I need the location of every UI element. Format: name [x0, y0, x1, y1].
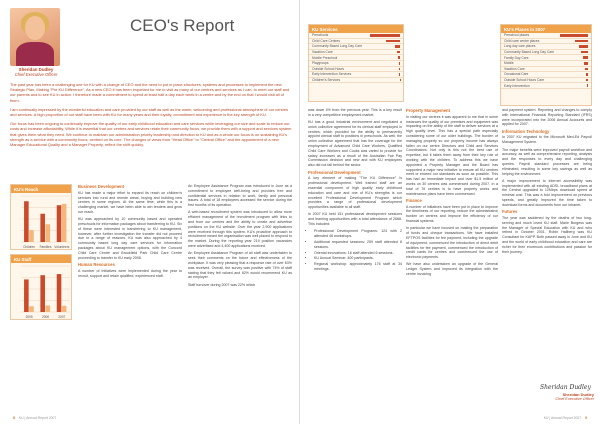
paragraph: In 2007 KU held 151 professional development sessions and learning opportunities with a total attendance of 2668. This included:: [308, 212, 402, 227]
intro-paragraph: I am continually impressed by the wonderful education and care provided by our staff as well as the warm, welcoming and professional atmosphere of our centres and services. A high proportion of our staff have been with KU for many years and their loyalty, commitment and experience is the key strength of KU.: [10, 106, 289, 118]
list-row-label: Mobile: [504, 61, 514, 66]
pd-list: [314, 229, 402, 271]
bar: [62, 306, 67, 312]
intro-paragraph: The past year has been a challenging one for KU with a change of CEO and the need to put in place structures, systems and processes to implement the new Strategic Plan, Making "Pre KU Difference". As a new CEO it has been important for me to visit as many of our centres and services as I can, to meet our staff and our parents and to see KU in action. I therefore made a commitment to spend at least half a day each week in a centre and by the end on that I would visit all of them.: [10, 82, 290, 103]
right-column-b: [406, 108, 498, 279]
x-tick-label: Volunteers: [54, 245, 70, 249]
paragraph: The major benefits were improved payroll workflow and accuracy, as well as comprehensive reporting, analysis and the responses to every day and challenging queries. Payroll standard processes are being eliminated, resulting in some key savings as well as helping the environment.: [502, 147, 592, 176]
list-row-label: Early Intervention Services: [312, 72, 352, 77]
services-list: [309, 33, 403, 83]
list-row-bar: [370, 34, 400, 37]
section-heading: Human Resources: [78, 261, 115, 267]
list-row-label: Community Based Long Day Care: [504, 50, 555, 55]
list-row-bar: [575, 40, 588, 43]
box-title: KU Services: [309, 25, 403, 33]
signature-title: Chief Executive Officer: [555, 397, 594, 401]
list-row-label: Preschools: [312, 33, 329, 38]
left-column-1: [78, 184, 182, 281]
person-title: Chief Executive Officer: [14, 72, 58, 77]
list-row: [501, 83, 591, 89]
chart-title: KU's Reach: [11, 185, 71, 193]
list-row-label: Occasional Care: [504, 72, 529, 77]
paragraph: A number of initiatives have been put in place to improve the timeliness of our reporting, reduce the administrative burden on centres and improve the efficiency of our financial systems.: [406, 204, 498, 224]
list-row-label: Vacation Care: [504, 66, 525, 71]
page-number: 8: [13, 416, 15, 420]
list-row-bar: [560, 34, 588, 37]
list-row-bar: [579, 45, 588, 48]
right-column-a: [308, 108, 402, 274]
list-row-bar: [399, 73, 400, 76]
list-row-bar: [581, 51, 588, 54]
paragraph: Staff turnover during 2007 was 22% which: [188, 282, 256, 287]
x-tick-label: 2005: [25, 315, 33, 319]
list-row-bar: [386, 40, 400, 43]
ku-reach-chart: [10, 184, 72, 250]
bar: [24, 201, 29, 242]
page-title: CEO's Report: [130, 16, 235, 35]
paragraph: KU has a good industrial environment and negotiated a union collective agreement for its clerical staff employed in centres, which provided for the ability to permanently appoint clerical staff to positions in preschools. As well, the union collective agreement that has the coverage for the employment of Advanced Child Care Workers, Qualified Child Care Workers and Cooks was varied to provide for salary increases as a result of the Australian Fair Pay Commission decision and new and with KU employees also did not fall behind the sector.: [308, 120, 402, 168]
x-tick-label: Children: [23, 245, 36, 249]
list-row-bar: [584, 62, 588, 65]
list-row-label: Early Intervention: [504, 83, 530, 88]
list-item: • KU Annual Seminar: 400 participants.: [314, 256, 402, 261]
ku-reach-chart-svg: [11, 193, 73, 251]
intro-paragraph: Our focus has been ongoing to continually improve the quality of our early childhood education and care services while leveraging our size and scale to reduce our costs and increase affordability. While it is essential that our centres and services retain their community focus, we provide them with a support and services system that gives them what they need. We continue to maintain our administration priority leadership and direction to KU and as a whole our focus is on sustaining KU's strength as a service with a community focus, centred on its core. The changes of views from "Head Office" to "Central Office" and the appointment of a new Manager Educational Quality and a Manager Property, reflect the shift quickly.: [10, 121, 292, 148]
section-heading: Property Management: [406, 108, 450, 113]
section-heading: Finance: [406, 197, 422, 203]
list-row-bar: [399, 68, 400, 71]
paragraph: A key element of making "The KU Difference" is professional development. Well trained staff are an essential component of high quality early childhood education and care and one of KU's strengths is our excellent Professional Development Program which provides a range of professional development opportunities available to all staff.: [308, 176, 402, 210]
paragraph: In particular we have focused on making the preparation of funds and cheque transactions. We have installed EFTPOS facilities for fee payment, including the upgrade of equipment, commenced the introduction of direct debit facilities for fee payment, commenced the introduction of credit cards for centres and commenced the use of electronic payments.: [406, 226, 498, 260]
list-row-label: Playgroups: [312, 61, 329, 66]
right-page: [300, 0, 600, 424]
signature-name: Sheridan Dudley: [562, 392, 594, 397]
paragraph: A number of initiatives were implemented during the year to recruit, support and retain qualified, experienced staff.: [78, 268, 182, 278]
x-tick-label: Families: [39, 245, 52, 249]
bar: [57, 205, 62, 242]
ku-staff-chart: [10, 254, 72, 320]
footer-left: [10, 416, 56, 420]
places-list: [501, 33, 591, 89]
paragraph: An Employee Assistance Program of all staff was undertaken to seek their comments on the future and effectiveness of the workplace. It was very pleasing that a response rate of over 63% was received. Overall, the survey was positive with 74% of staff stating that they felt valued and 82% would recommend KU as an employer.: [188, 251, 292, 280]
ku-staff-chart-svg: [11, 263, 73, 321]
footer-text: KU | Annual Report 2007: [18, 416, 57, 420]
ceo-photo: [10, 8, 60, 66]
list-row-bar: [586, 73, 588, 76]
footer-right: [544, 416, 590, 420]
bar: [40, 214, 45, 242]
footer-text: KU | Annual Report 2007: [543, 416, 582, 420]
bar: [46, 305, 51, 312]
bar: [24, 279, 29, 312]
chart-title: KU Staff: [11, 255, 71, 263]
bar: [29, 230, 34, 242]
list-item: • Regional workshop: approximately 176 staff at 34 meetings.: [314, 262, 402, 272]
list-row: [309, 78, 403, 84]
bar: [40, 275, 45, 312]
list-row-bar: [583, 56, 588, 59]
list-row-bar: [398, 56, 400, 59]
section-heading: Business Development: [78, 184, 125, 189]
paragraph: An Employee Assistance Program was introduced in June as a commitment to employee well-being and provides free and confidential services in relation to work, family and personal issues. A total of 18 employees accessed the service during the first months of its operation.: [188, 184, 292, 208]
x-tick-label: 2006: [41, 315, 50, 319]
list-row-bar: [397, 51, 400, 54]
signature: Sheridan Dudley: [540, 384, 591, 391]
list-row-bar: [395, 45, 400, 48]
person-name: Sheridan Dudley: [18, 67, 54, 72]
bar: [57, 274, 62, 312]
bar: [46, 224, 51, 242]
section-heading: Information Technology: [502, 128, 550, 134]
list-row-label: Child care centre places: [504, 38, 540, 43]
left-column-2: [188, 184, 292, 290]
section-heading: Professional Development: [308, 169, 361, 175]
ku-services-box: [308, 24, 404, 102]
paragraph: and payment system. Reporting and changes to comply with International Financial Reporting Standard (IFRS) were incorporated into the 2006 Annual Accounts and applied for 2007.: [502, 108, 592, 127]
list-row-label: Child Care Centres: [312, 38, 341, 43]
bar: [29, 306, 34, 312]
list-row-label: Preschool places: [504, 33, 530, 38]
list-row-label: Outside School Hours: [312, 66, 345, 71]
list-row-label: Outside School Hours Care: [504, 78, 545, 83]
ku-places-box: [500, 24, 592, 106]
box-title: KU's Places in 2007: [501, 25, 591, 33]
right-column-c: [502, 108, 592, 257]
list-row-bar: [585, 68, 588, 71]
list-item: • Professional Development Programs: 124 with 2 attended 48 workshops.: [314, 229, 402, 239]
paragraph: In 2007 KU migrated to the Microsoft Med-Ed Payroll Management System.: [502, 135, 592, 145]
list-row-bar: [587, 84, 588, 87]
list-item: • Additional requested sessions: 259 staff attended 8 sessions.: [314, 240, 402, 250]
paragraph: A web-based recruitment system was introduced to allow more efficient management of the recruitment program with links to and from our centres and the ability to create and advertise positions on the KU website. Over the year 2,900 applications were received through this system. KU's proactive approach to recruitment meant the organisation was well placed to respond to the market. During the reporting year 219 position vacancies were advertised and 4,400 applications received.: [188, 210, 292, 249]
intro-text: [10, 82, 292, 151]
paragraph: A major improvement to internet accessibility was implemented with all existing ADSL broadband plans at the Central upgraded to 12Mbps download speed at minimal cost. This was a fold improvement on previous speeds, and greatly improved the time taken to download forms and documents from our intranet.: [502, 178, 592, 207]
section-heading: Futures: [502, 209, 518, 215]
paragraph: KU has made a major effort to expand its reach on children's services into rural and remote areas, buying and building new centres in some regions. At the same time, while this is a challenging market, we have been able to win tenders and grow our reach.: [78, 190, 182, 214]
paragraph: was down 4% from the previous year. This is a key result in a very competitive employment market.: [308, 108, 402, 117]
x-tick-label: 2007: [58, 315, 66, 319]
paragraph: The year was saddened by the deaths of two long-serving and much loved KU staff. Marie Burgess was the Manager of Special Education with KU and who retired in October 2001. Robin Hallberg was KU Consultant for KAPP. Both passed away in June and KU and the world of early childhood education and care are richer for their enormous contributions and passion for their journey.: [502, 215, 592, 254]
list-row-label: Mobile Preschool: [312, 55, 338, 60]
list-row-bar: [399, 62, 400, 65]
list-row-label: Long day care places: [504, 44, 536, 49]
list-row-label: Community Based Long Day Care: [312, 44, 363, 49]
list-row-label: Vacation Care: [312, 50, 333, 55]
list-row-bar: [586, 79, 588, 82]
paragraph: In visiting our centres it was apparent to me that in some instances the quality of our premises and equipment was impacting on the ability of the staff to deliver services at a high quality level. This has a special path especially considering some of our older buildings. The burden of managing property so our property income has always fallen on our centre Directors and Child and Services Coordinators. Not only is this not the best use of expertise, but it takes them away from their key role of working with the children. To address this we have appointed a Property Manager and the Board has supported a major new initiative to ensure all KU centres meet or exceed our standards as soon as possible. This has had an immediate impact and over $1.5 million of works on 30 centres was commenced during 2007. In a total of 76 centres is to have property works and maintenance plans have been commenced.: [406, 114, 498, 196]
list-row-label: Family Day Care: [504, 55, 529, 60]
paragraph: We have also undertaken an upgrade of the General Ledger System and improved its integration with the centre invoicing: [406, 262, 498, 276]
page-number: 9: [585, 416, 587, 420]
list-item: • Oriental innovations: 16 staff attended 6 sessions.: [314, 251, 402, 256]
list-row-label: Children's Services: [312, 78, 341, 83]
bar: [62, 204, 67, 242]
paragraph: KU was approached by 10 community based and operated preschools for information packages about transferring to KU. Six of these were interested in transferring to KU management, however, after further investigation the transfer did not proceed due to a range of reasons. KU was also approached by 4 community based long day care services for information packages about KU management options, with the Concord Child Care Centre and Brookfield Park Child Care Centre proceeding to transfer to KU early 2008.: [78, 217, 182, 260]
